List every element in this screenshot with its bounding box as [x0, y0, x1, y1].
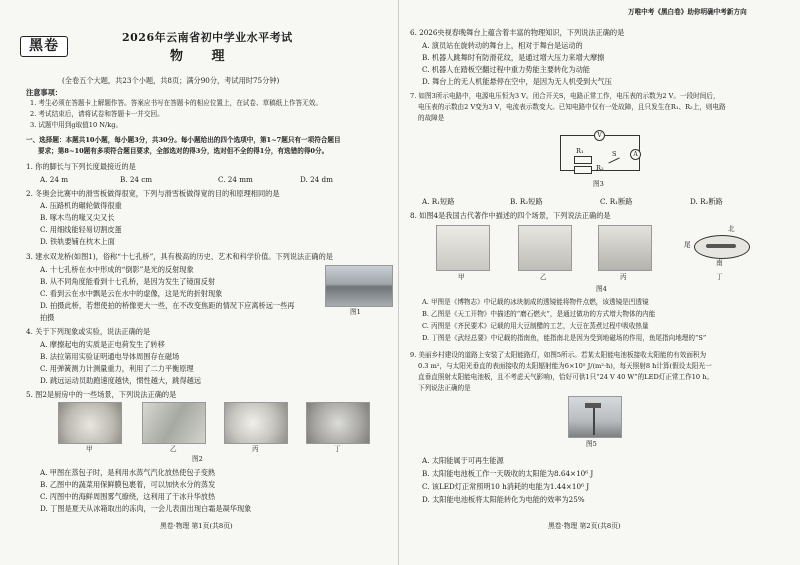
- footer-right: 黑卷·物理 第2页(共8页): [548, 522, 621, 530]
- q1-option-d: D. 24 dm: [300, 175, 333, 184]
- q9-option-b: B. 太阳能电池板工作一天吸收的太阳能为8.64×10⁶ J: [422, 469, 594, 478]
- figure2-label-ding: 丁: [334, 445, 341, 453]
- figure4-caption: 图4: [596, 285, 607, 293]
- q5-stem: 5. 图2是厨房中的一些场景，下列说法正确的是: [26, 390, 177, 399]
- q3-option-b: B. 从不同角度能看到十七孔桥，是因为发生了镜面反射: [40, 277, 216, 286]
- figure4-label-yi: 乙: [540, 273, 547, 281]
- figure4-tail-label: 尾: [684, 241, 691, 249]
- exam-info: (全卷五个大题，共23个小题，共8页；满分90分，考试用时75分钟): [62, 76, 280, 85]
- voltmeter-icon: V: [594, 130, 605, 141]
- figure4-label-jia: 甲: [458, 273, 465, 281]
- figure5-caption: 图5: [586, 440, 597, 448]
- q8-option-c: C. 丙图是《齐民要术》记载的用大豆制醋的工艺，大豆在蒸煮过程中吸收热量: [422, 322, 649, 330]
- figure4-label-bing: 丙: [620, 273, 627, 281]
- figure4-cooking-illustration: [598, 225, 652, 271]
- q1-option-b: B. 24 cm: [120, 175, 153, 184]
- q9-stem-line2: 0.3 m²，与太阳光垂直的表面接收的太阳辐射能为6×10⁵ J/(m²·h)，每天照射8 h计算(假设太阳光一: [418, 362, 712, 370]
- exam-title: 2026年云南省初中学业水平考试: [122, 31, 293, 44]
- figure4-north-label: 北: [728, 225, 735, 233]
- q5-option-b: B. 乙图中的蔬菜用保鲜膜包裹着，可以加快水分的蒸发: [40, 480, 216, 489]
- q3-stem: 3. 建水双龙桥(如图1)，俗称“十七孔桥”，具有极高的历史、艺术和科学价值。下列说法正确的是: [26, 252, 333, 261]
- figure4-compass-fish-illustration: [684, 225, 754, 269]
- q5-option-a: A. 甲图在蒸包子时，是利用水蒸气汽化放热使包子变熟: [40, 468, 216, 477]
- q8-stem: 8. 如图4是我国古代著作中描述的四个场景，下列说法正确的是: [410, 211, 611, 220]
- figure2-label-yi: 乙: [170, 445, 177, 453]
- figure4-ice-lens-illustration: [436, 225, 490, 271]
- resistor-r2: [574, 166, 592, 174]
- q7-stem-line3: 的故障是: [418, 114, 445, 122]
- badge-black-paper: 黑卷: [20, 36, 68, 57]
- header-right: 万唯中考《黑白卷》助你明确中考新方向: [628, 8, 747, 16]
- q6-stem: 6. 2026央视春晚舞台上蕴含着丰富的物理知识，下列说法正确的是: [410, 28, 625, 37]
- resistor-r2-label: R₂: [596, 164, 604, 172]
- section1-line2: 要求；第8~10题有多项符合题目要求，全部选对的得3分，选对但不全的得1分，有选错的得0分。: [38, 147, 329, 155]
- notice-title: 注意事项：: [26, 88, 62, 97]
- q4-option-b: B. 法拉第用实验证明通电导体周围存在磁场: [40, 352, 180, 361]
- q8-option-d: D. 丁图是《武经总要》中记载的指南鱼，能指南北是因为受到地磁场的作用，鱼尾指向地理的“S”: [422, 334, 707, 342]
- figure2-steamed-buns-photo: [58, 402, 122, 444]
- q3-option-d-cont: 拍摄: [40, 313, 55, 322]
- resistor-r1: [574, 156, 592, 164]
- q4-option-c: C. 用弹簧测力计测量重力，利用了二力平衡原理: [40, 364, 194, 373]
- q3-option-d: D. 拍摄此桥，若想使拍的桥像更大一些，在不改变焦距的情况下应离桥远一些再: [40, 301, 295, 310]
- q4-option-d: D. 跳远运动员助跑速度越快，惯性越大，跳得越远: [40, 376, 202, 385]
- figure1-bridge-photo: [325, 265, 393, 307]
- q6-option-b: B. 机器人跳舞时有防滑花纹，是通过增大压力来增大摩擦: [422, 53, 605, 62]
- figure3-caption: 图3: [593, 180, 604, 188]
- footer-left: 黑卷·物理 第1页(共8页): [160, 522, 233, 530]
- q2-option-d: D. 铁轨要铺在枕木上面: [40, 237, 115, 246]
- q7-stem-line2: 电压表的示数由2 V变为3 V，电流表示数变大。已知电路中仅有一处故障，且只发生在R₁、R₂上，则电路: [418, 103, 726, 111]
- resistor-r1-label: R₁: [576, 147, 584, 155]
- figure2-seafood-photo: [224, 402, 288, 444]
- q7-option-c: C. R₁断路: [600, 197, 633, 206]
- q9-stem-line3: 直垂直照射太阳能电池板，且不考虑天气影响)，恰好可供1只“24 V 40 W”的LED灯正常工作10 h。: [418, 373, 714, 381]
- q3-option-a: A. 十七孔桥在水中形成的“倒影”是光的反射现象: [40, 265, 194, 274]
- right-page: [400, 0, 800, 565]
- page-divider: [398, 0, 399, 565]
- q6-option-c: C. 机器人在踏板空翻过程中重力势能主要转化为动能: [422, 65, 590, 74]
- q2-stem: 2. 冬奥会比赛中的滑雪板做得很宽，下列与滑雪板做得宽的目的和原理相同的是: [26, 189, 280, 198]
- figure2-label-bing: 丙: [252, 445, 259, 453]
- figure4-label-ding: 丁: [716, 273, 723, 281]
- q8-option-a: A. 甲图是《博物志》中记载的冰块制成的透镜能将物件点燃，该透镜是凹透镜: [422, 298, 649, 306]
- q9-stem-line1: 9. 美丽乡村建设的道路上安装了太阳能路灯，如图5所示。若某太阳能电池板接收太阳能的有效面积为: [410, 351, 707, 359]
- q6-option-d: D. 舞台上的无人机能悬停在空中，是因为无人机受到大气压: [422, 77, 612, 86]
- notice-2: 2. 考试结束后，请将试卷和答题卡一并交回。: [30, 110, 164, 118]
- q9-option-c: C. 该LED灯正常照明10 h消耗的电能为1.44×10⁶ J: [422, 482, 590, 491]
- notice-3: 3. 试题中用到g取值10 N/kg。: [30, 121, 123, 129]
- q9-stem-line4: 下列说法正确的是: [418, 384, 471, 392]
- switch-label: S: [612, 150, 617, 158]
- figure2-caption: 图2: [192, 455, 203, 463]
- q9-option-d: D. 太阳能电池板将太阳能转化为电能的效率为25%: [422, 495, 585, 504]
- q9-option-a: A. 太阳能属于可再生能源: [422, 456, 504, 465]
- figure4-grinding-stone-illustration: [518, 225, 572, 271]
- q7-option-a: A. R₁短路: [422, 197, 455, 206]
- q3-option-c: C. 看到云在水中飘是云在水中的虚像，这是光的折射现象: [40, 289, 223, 298]
- q1-stem: 1. 你的脚长与下列长度最接近的是: [26, 162, 136, 171]
- figure2-vegetables-photo: [142, 402, 206, 444]
- figure4-south-label: 南: [716, 259, 723, 267]
- q8-option-b: B. 乙图是《天工开物》中描述的“磨石燃火”，是通过做功的方式增大物体的内能: [422, 310, 656, 318]
- q6-option-a: A. 演员站在旋转动的舞台上，相对于舞台是运动的: [422, 41, 583, 50]
- figure1-caption: 图1: [350, 308, 361, 316]
- q7-option-d: D. R₂断路: [690, 197, 723, 206]
- section1-line1: 一、选择题：本题共10小题，每小题3分，共30分。每小题给出的四个选项中，第1~7题只有一项符合题目: [26, 136, 341, 144]
- figure3-circuit-diagram: [560, 127, 640, 173]
- q4-option-a: A. 摩擦起电的实质是正电荷发生了转移: [40, 340, 165, 349]
- figure5-solar-street-light-photo: [568, 396, 622, 438]
- q7-option-b: B. R₂短路: [510, 197, 543, 206]
- q1-option-a: A. 24 m: [40, 175, 69, 184]
- q1-option-c: C. 24 mm: [218, 175, 253, 184]
- q5-option-d: D. 丁图是夏天从冰箱取出的冻肉，一会儿表面出现白霜是凝华现象: [40, 504, 252, 513]
- q2-option-c: C. 用细线能轻易切割皮蛋: [40, 225, 122, 234]
- q7-stem-line1: 7. 如图3所示电路中，电源电压恒为3 V。闭合开关S，电路正常工作，电压表的示数为2 V。一段时间后，: [410, 92, 720, 100]
- q5-option-c: C. 丙图中的海鲜周围雾气缭绕，这利用了干冰升华放热: [40, 492, 216, 501]
- figure2-frozen-meat-photo: [306, 402, 370, 444]
- q2-option-a: A. 压路机的碾轮做得很重: [40, 201, 122, 210]
- q2-option-b: B. 啄木鸟的喙又尖又长: [40, 213, 115, 222]
- ammeter-icon: A: [630, 149, 641, 160]
- notice-1: 1. 考生必须在答题卡上解题作答。答案应书写在答题卡的相应位置上，在试卷、草稿纸上作答无效。: [30, 99, 322, 107]
- q4-stem: 4. 关于下列现象或实验，说法正确的是: [26, 327, 151, 336]
- figure2-label-jia: 甲: [86, 445, 93, 453]
- subject-title: 物 理: [170, 49, 237, 64]
